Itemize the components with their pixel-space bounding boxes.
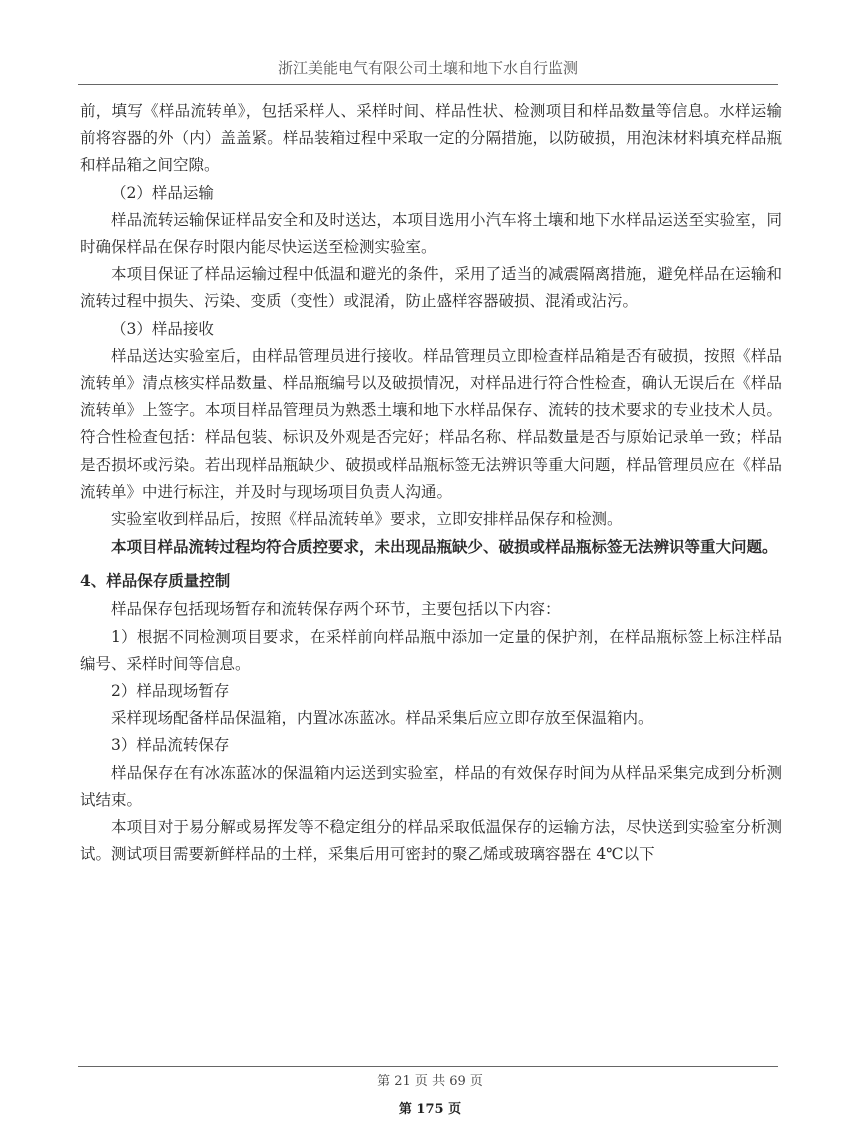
paragraph: 本项目保证了样品运输过程中低温和避光的条件，采用了适当的减震隔离措施，避免样品在运输和流转过程中损失、污染、变质（变性）或混淆，防止盛样容器破损、混淆或沾污。	[80, 265, 782, 311]
subsection-heading: 2）样品现场暂存	[111, 682, 230, 701]
document-title: 浙江美能电气有限公司土壤和地下水自行监测	[277, 59, 578, 77]
paragraph: 样品送达实验室后，由样品管理员进行接收。样品管理员立即检查样品箱是否有破损，按照《样品流转单》清点核实样品数量、样品瓶编号以及破损情况，对样品进行符合性检查，确认无误后在《样品流转单》上签字。本项目样品管理员为熟悉土壤和地下水样品保存、流转的技术要求的专业技术人员。符合性检查包括：样品包装、标识及外观是否完好；样品名称、样品数量是否与原始记录单一致；样品是否损坏或污染。若出现样品瓶缺少、破损或样品瓶标签无法辨识等重大问题，样品管理员应在《样品流转单》中进行标注，并及时与现场项目负责人沟通。	[80, 346, 782, 501]
paragraph: 实验室收到样品后，按照《样品流转单》要求，立即安排样品保存和检测。	[111, 510, 623, 529]
paragraph: 样品保存包括现场暂存和流转保存两个环节，主要包括以下内容：	[111, 600, 561, 619]
conclusion-paragraph: 本项目样品流转过程均符合质控要求，未出现品瓶缺少、破损或样品瓶标签无法辨识等重大问题。	[111, 537, 778, 557]
footer-divider	[78, 1066, 778, 1067]
document-body	[80, 98, 782, 868]
paragraph: 1）根据不同检测项目要求，在采样前向样品瓶中添加一定量的保护剂，在样品瓶标签上标注样品编号、采样时间等信息。	[80, 627, 782, 673]
paragraph: 前，填写《样品流转单》，包括采样人、采样时间、样品性状、检测项目和样品数量等信息。水样运输前将容器的外（内）盖盖紧。样品装箱过程中采取一定的分隔措施，以防破损，用泡沫材料填充样品瓶和样品箱之间空隙。	[80, 102, 782, 175]
subsection-heading: （3）样品接收	[111, 319, 214, 338]
total-page-number: 第 175 页	[398, 1102, 462, 1117]
subsection-heading: 3）样品流转保存	[111, 736, 230, 755]
paragraph: 本项目对于易分解或易挥发等不稳定组分的样品采取低温保存的运输方法，尽快送到实验室分析测试。测试项目需要新鲜样品的土样，采集后用可密封的聚乙烯或玻璃容器在 4℃以下	[80, 818, 782, 864]
page-number: 第 21 页 共 69 页	[377, 1074, 483, 1089]
section-heading: 4、样品保存质量控制	[80, 571, 231, 591]
page-header	[78, 56, 778, 85]
subsection-heading: （2）样品运输	[111, 183, 214, 202]
paragraph: 样品流转运输保证样品安全和及时送达，本项目选用小汽车将土壤和地下水样品运送至实验室，同时确保样品在保存时限内能尽快运送至检测实验室。	[80, 210, 782, 257]
paragraph: 采样现场配备样品保温箱，内置冰冻蓝冰。样品采集后应立即存放至保温箱内。	[111, 709, 654, 728]
paragraph: 样品保存在有冰冻蓝冰的保温箱内运送到实验室，样品的有效保存时间为从样品采集完成到分析测试结束。	[80, 763, 782, 809]
